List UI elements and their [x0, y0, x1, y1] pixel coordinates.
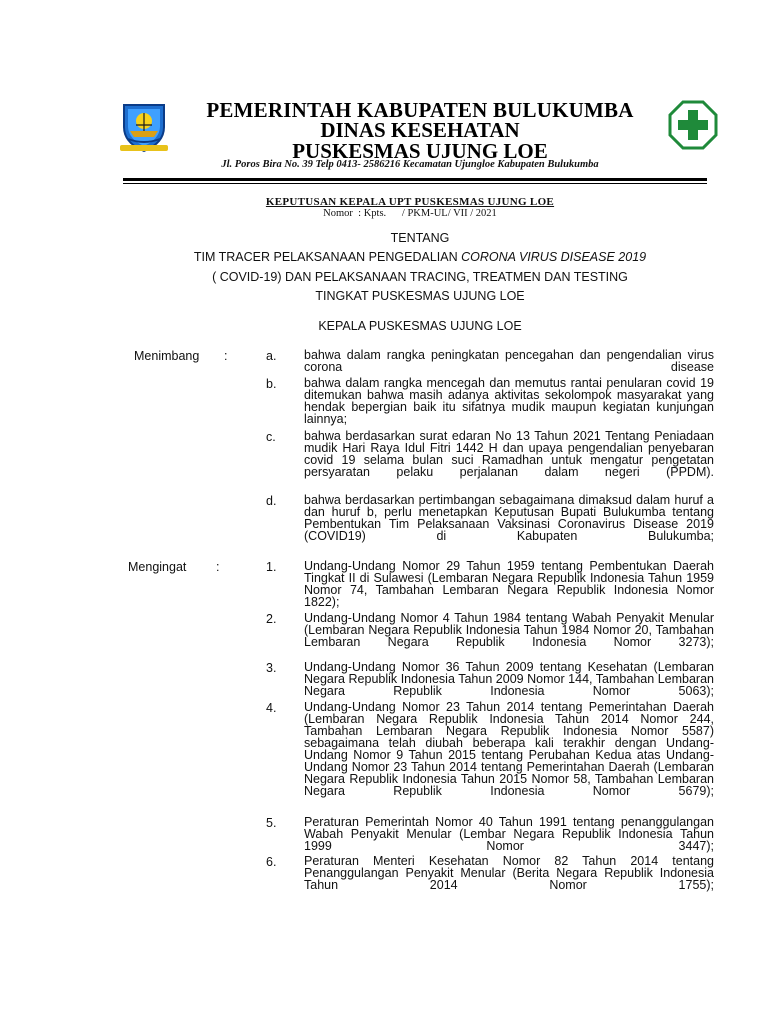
item-marker: b.	[266, 377, 277, 391]
decree-number: Nomor : Kpts. / PKM-UL/ VII / 2021	[323, 208, 497, 219]
item-text: Undang-Undang Nomor 36 Tahun 2009 tentang Kesehatan (Lembaran Negara Republik Indonesia Tahun 2009 Nomor 144, Tambahan Lembaran Negara Republik Indonesia Nomor 5063);	[304, 660, 714, 698]
item-text: bahwa dalam rangka mencegah dan memutus rantai penularan covid 19 ditemukan bahwa masih adanya aktivitas sekolompok masyarakat yang hendak bepergian baik itu sifatnya mudik maupun kegiatan kunjungan lainnya;	[304, 376, 714, 426]
item-text: bahwa dalam rangka peningkatan pencegahan dan pengendalian virus corona disease	[304, 348, 714, 374]
item-text: bahwa berdasarkan surat edaran No 13 Tahun 2021 Tentang Peniadaan mudik Hari Raya Idul Fitri 1442 H dan upaya pengendalian penyebaran covid 19 selama bulan suci Ramadhan untuk mengatur pengetatan persyaratan pelaku perjalanan dalam negeri (PPDM).	[304, 429, 714, 479]
mengingat-colon: :	[216, 560, 220, 574]
decree-title: KEPUTUSAN KEPALA UPT PUSKESMAS UJUNG LOE	[265, 196, 555, 208]
item-marker: 6.	[266, 855, 277, 869]
item-marker: 2.	[266, 612, 277, 626]
menimbang-label: Menimbang	[134, 349, 200, 363]
mengingat-label: Mengingat	[128, 560, 187, 574]
item-text: Undang-Undang Nomor 29 Tahun 1959 tentang Pembentukan Daerah Tingkat II di Sulawesi (Lembaran Negara Republik Indonesia Tahun 1959 Nomor 74, Tambahan Lembaran Negara Republik Indonesia Nomor 1822);	[304, 559, 714, 609]
letterhead-divider-thin	[123, 183, 707, 184]
item-marker: 4.	[266, 701, 277, 715]
item-marker: a.	[266, 349, 277, 363]
decree-subject-disease: CORONA VIRUS DISEASE 2019	[461, 250, 647, 264]
letterhead-divider	[123, 178, 707, 181]
decree-subject-line-1	[120, 250, 720, 264]
green-cross-logo	[668, 100, 718, 150]
item-marker: 3.	[266, 661, 277, 675]
menimbang-colon: :	[224, 349, 228, 363]
item-text: Undang-Undang Nomor 4 Tahun 1984 tentang Wabah Penyakit Menular (Lembaran Negara Republik Indonesia Tahun 1984 Nomor 20, Tambahan Lembaran Negara Republik Indonesia Nomor 3273);	[304, 611, 714, 649]
item-marker: 1.	[266, 560, 277, 574]
item-marker: c.	[266, 430, 276, 444]
decree-tentang: TENTANG	[390, 231, 450, 245]
decree-subject-line-2: ( COVID-19) DAN PELAKSANAAN TRACING, TREATMEN DAN TESTING	[212, 270, 628, 284]
letterhead-institution-name: PUSKESMAS UJUNG LOE	[292, 139, 548, 163]
bulukumba-emblem-logo	[118, 101, 170, 153]
item-text: Peraturan Pemerintah Nomor 40 Tahun 1991 tentang penanggulangan Wabah Penyakit Menular (Lembar Negara Republik Indonesia Tahun 1999 Nomor 3447);	[304, 815, 714, 853]
decree-issuer: KEPALA PUSKESMAS UJUNG LOE	[318, 319, 522, 333]
item-marker: d.	[266, 494, 277, 508]
item-text: Undang-Undang Nomor 23 Tahun 2014 tentang Pemerintahan Daerah (Lembaran Negara Republik Indonesia Tahun 2014 Nomor 244, Tambahan Lembaran Negara Republik Indonesia Nomor 5587) sebagaimana telah diubah beberapa kali terakhir dengan Undang- Undang Nomor 9 Tahun 2015 tentang Perubahan Kedua atas Undang-Undang Nomor 23 Tahun 2014 tentang Pemerintahan Daerah (Lembaran Negara Republik Indonesia Tahun 2015 Nomor 58, Tambahan Lembaran Negara Republik Indonesia Nomor 5679);	[304, 700, 714, 798]
decree-subject-part: TIM TRACER PELAKSANAAN PENGEDALIAN	[193, 250, 462, 264]
item-text: bahwa berdasarkan pertimbangan sebagaimana dimaksud dalam huruf a dan huruf b, perlu menetapkan Keputusan Bupati Bulukumba tentang Pembentukan Tim Pelaksanaan Vaksinasi Coronavirus Disease 2019 (COVID19) di Kabupaten Bulukumba;	[304, 493, 714, 543]
letterhead-government-name: PEMERINTAH KABUPATEN BULUKUMBA	[206, 98, 634, 122]
decree-subject-line-3: TINGKAT PUSKESMAS UJUNG LOE	[315, 289, 525, 303]
item-marker: 5.	[266, 816, 277, 830]
letterhead-department-name: DINAS KESEHATAN	[320, 118, 520, 142]
item-text: Peraturan Menteri Kesehatan Nomor 82 Tahun 2014 tentang Penanggulangan Penyakit Menular (Berita Negara Republik Indonesia Tahun 2014 Nomor 1755);	[304, 854, 714, 892]
letterhead-address: Jl. Poros Bira No. 39 Telp 0413- 2586216 Kecamatan Ujungloe Kabupaten Bulukumba	[221, 159, 599, 170]
